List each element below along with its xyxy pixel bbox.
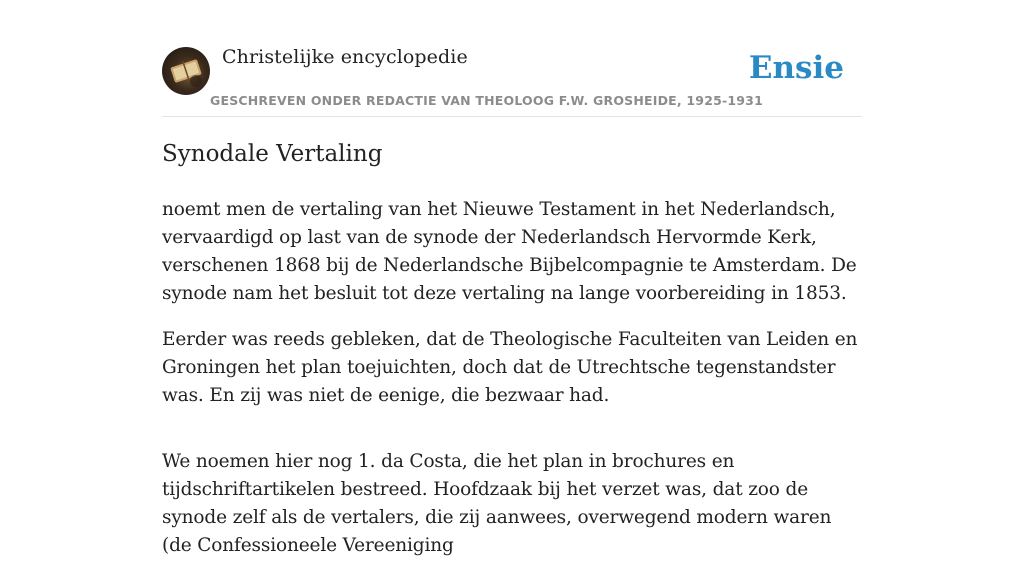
book-photo-icon[interactable] [162, 47, 210, 95]
site-header [162, 44, 862, 117]
article-paragraph: We noemen hier nog 1. da Costa, die het plan in brochures en tijdschriftartikelen bestreed. Hoofdzaak bij het verzet was, dat zoo de synode zelf als de vertalers, die zij aanwees, overwegend modern waren (de Confessioneele Vereeniging [162, 451, 832, 556]
site-subtitle: GESCHREVEN ONDER REDACTIE VAN THEOLOOG F.W. GROSHEIDE, 1925-1931 [210, 93, 763, 108]
article-title: Synodale Vertaling [162, 141, 383, 167]
article [162, 138, 866, 578]
article-paragraph: noemt men de vertaling van het Nieuwe Testament in het Nederlandsch, vervaardigd op last van de synode der Nederlandsch Hervormde Kerk, verschenen 1868 bij de Nederlandsche Bijbelcompagnie te Amsterdam. De synode nam het besluit tot deze vertaling na lange voorbereiding in 1853. [162, 199, 857, 304]
site-name[interactable]: Christelijke encyclopedie [222, 46, 468, 68]
ensie-logo[interactable]: Ensie [748, 50, 844, 86]
article-paragraph: Eerder was reeds gebleken, dat de Theologische Faculteiten van Leiden en Groningen het plan toejuichten, doch dat de Utrechtsche tegenstandster was. En zij was niet de eenige, die bezwaar had. [162, 329, 858, 406]
